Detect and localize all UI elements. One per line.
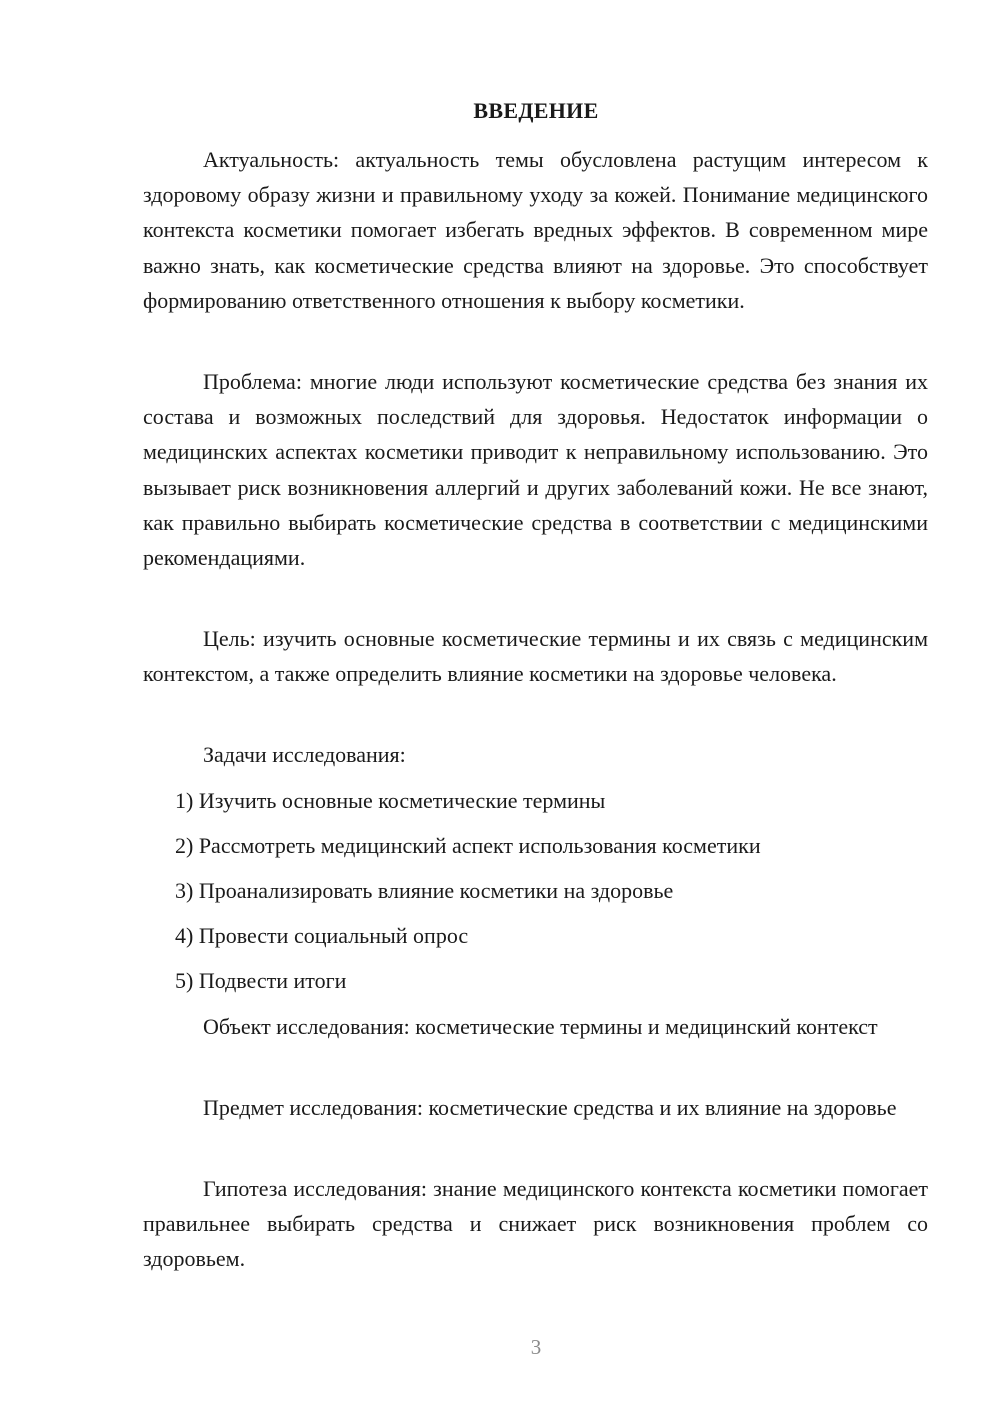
goal-paragraph: Цель: изучить основные косметические термины и их связь с медицинским контекстом, а также определить влияние косметики на здоровье человека. [143, 626, 928, 687]
page-number: 3 [530, 1335, 542, 1359]
problem-paragraph: Проблема: многие люди используют косметические средства без знания их состава и возможных последствий для здоровья. Недостаток информации о медицинских аспектах косметики приводит к неправильному использованию. Это вызывает риск возникновения аллергий и других заболеваний кожи. Не все знают, как правильно выбирать косметические средства в соответствии с медицинскими рекомендациями. [143, 369, 928, 571]
task-item-1: 1) Изучить основные косметические термины [175, 788, 606, 813]
tasks-title: Задачи исследования: [203, 742, 406, 767]
task-item-2: 2) Рассмотреть медицинский аспект использования косметики [175, 833, 761, 858]
task-item-4: 4) Провести социальный опрос [175, 923, 469, 948]
section-heading: ВВЕДЕНИЕ [473, 98, 599, 123]
subject-paragraph: Предмет исследования: косметические средства и их влияние на здоровье [203, 1095, 897, 1120]
relevance-paragraph: Актуальность: актуальность темы обусловлена растущим интересом к здоровому образу жизни и правильному уходу за кожей. Понимание медицинского контекста косметики помогает избегать вредных эффектов. В современном мире важно знать, как косметические средства влияют на здоровье. Это способствует формированию ответственного отношения к выбору косметики. [143, 147, 928, 313]
task-item-3: 3) Проанализировать влияние косметики на здоровье [175, 878, 674, 903]
hypothesis-paragraph: Гипотеза исследования: знание медицинского контекста косметики помогает правильнее выбирать средства и снижает риск возникновения проблем со здоровьем. [143, 1176, 928, 1272]
task-item-5: 5) Подвести итоги [175, 968, 347, 993]
object-paragraph: Объект исследования: косметические термины и медицинский контекст [203, 1014, 878, 1039]
